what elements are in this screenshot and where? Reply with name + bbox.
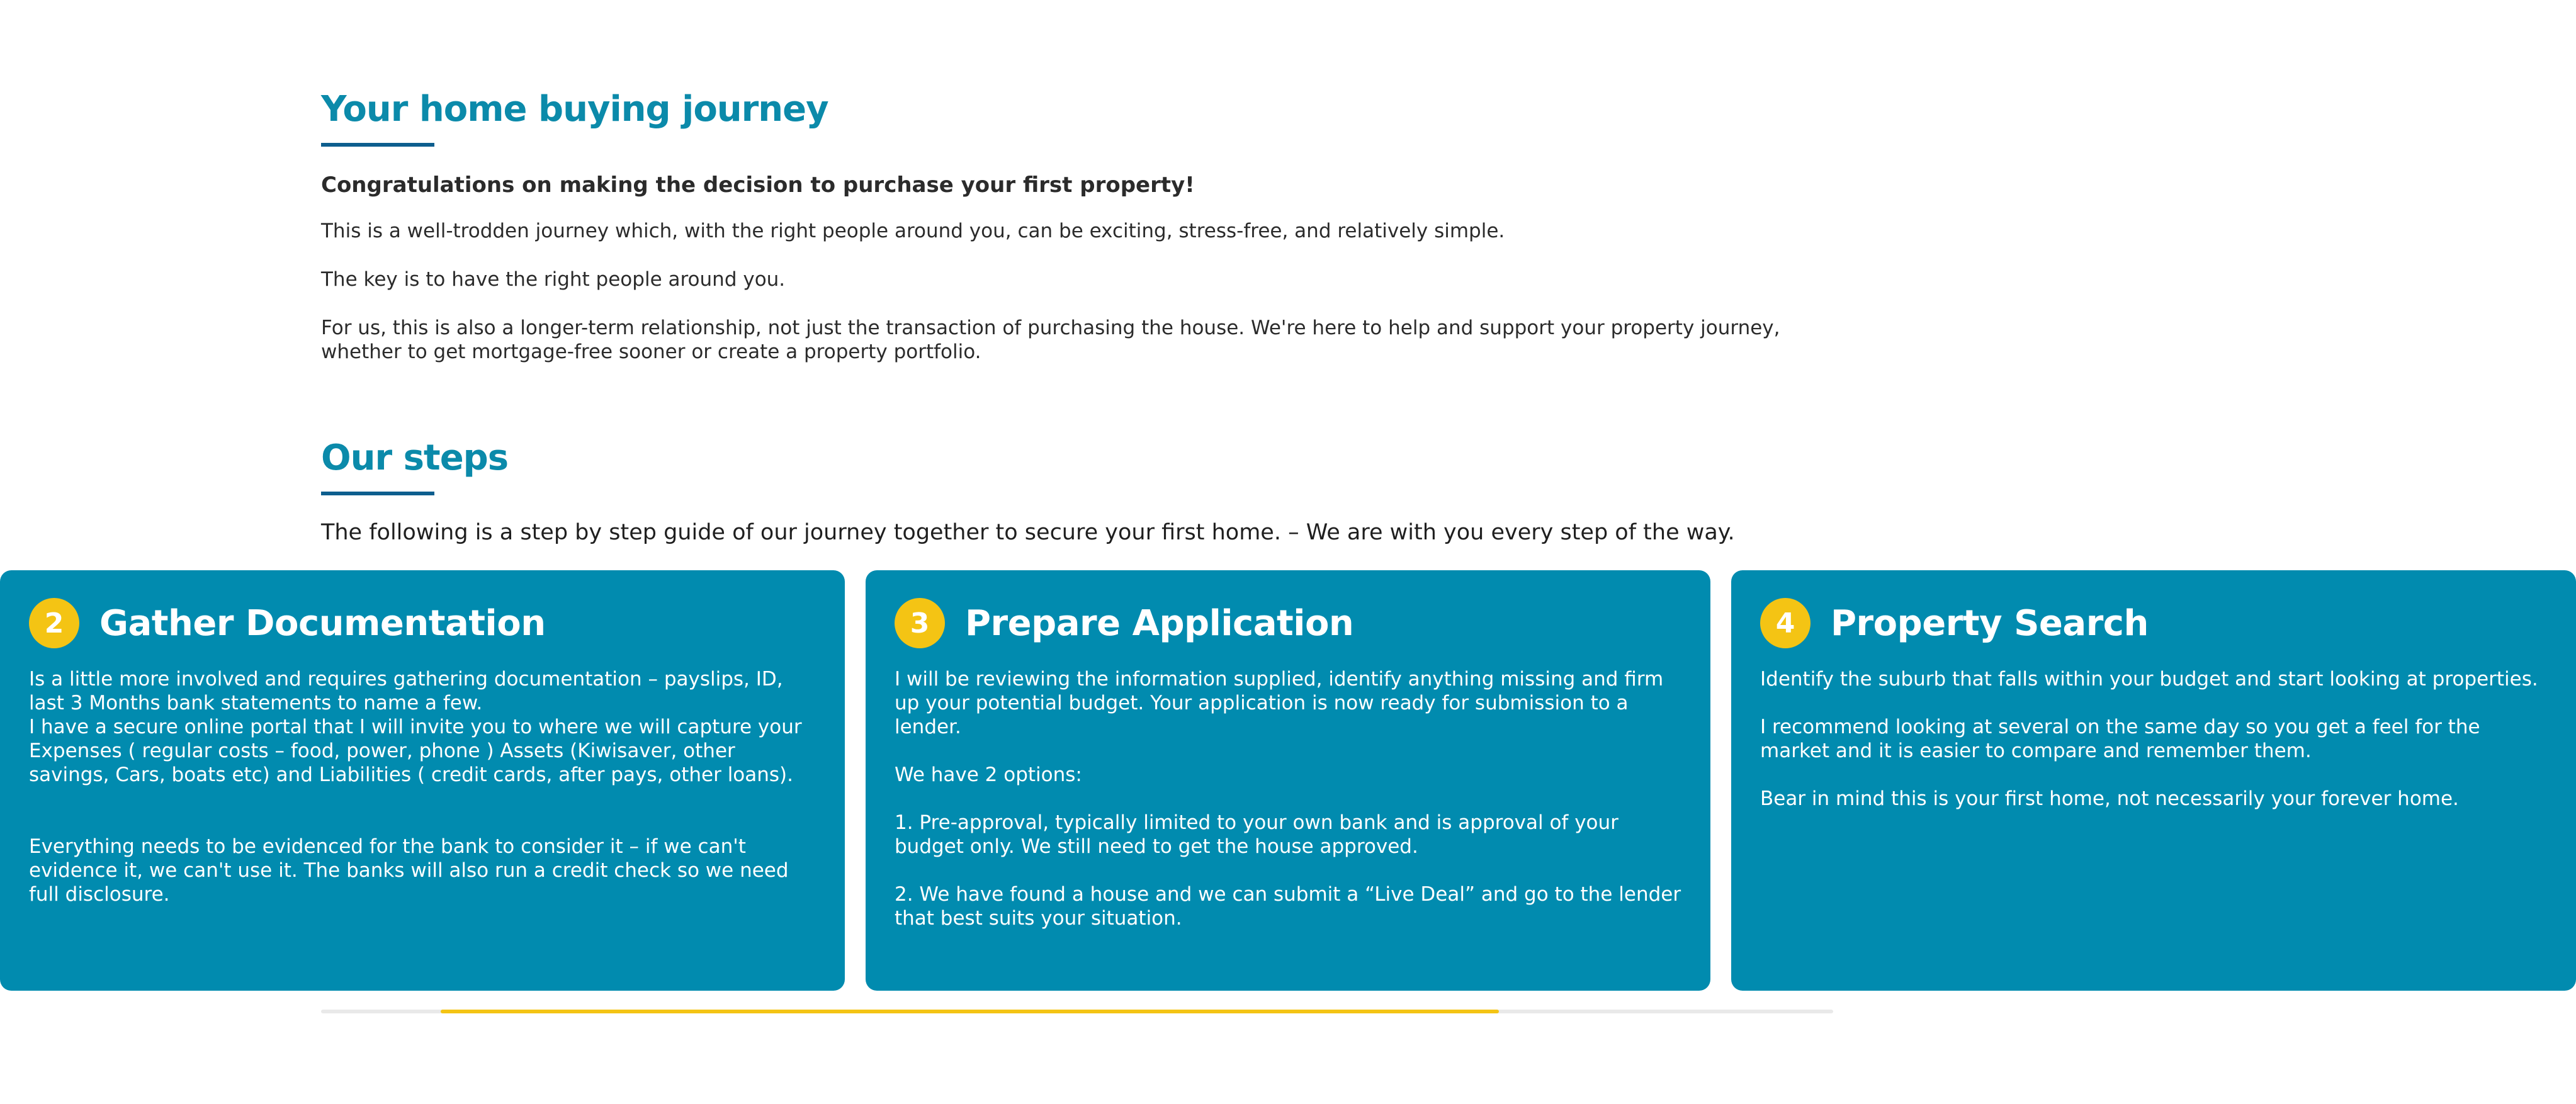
- step-card-title: Prepare Application: [965, 602, 1354, 644]
- step-number-badge: 3: [895, 598, 945, 648]
- carousel-progress-track[interactable]: [321, 1010, 1833, 1013]
- steps-title: Our steps: [321, 437, 509, 478]
- step-card-header: [29, 597, 816, 650]
- step-card-paragraph: I recommend looking at several on the same day so you get a feel for the market and it is easier to compare and remember them.: [1760, 716, 2480, 762]
- step-card-paragraph: We have 2 options:: [895, 763, 1082, 786]
- step-card-property-search[interactable]: [1731, 570, 2576, 991]
- journey-lead: Congratulations on making the decision to purchase your first property!: [321, 172, 1195, 198]
- step-card-header: [1760, 597, 2547, 650]
- journey-title-underline: [321, 143, 434, 147]
- journey-title: Your home buying journey: [321, 89, 828, 130]
- steps-carousel[interactable]: [0, 570, 2538, 991]
- step-card-paragraph: Bear in mind this is your first home, not necessarily your forever home.: [1760, 787, 2459, 810]
- journey-paragraph-2: The key is to have the right people around you.: [321, 268, 786, 291]
- step-card-prepare-application[interactable]: [866, 570, 1710, 991]
- step-card-paragraph: I will be reviewing the information supplied, identify anything missing and firm up your potential budget. Your application is now ready for submission to a lender.: [895, 668, 1664, 738]
- steps-intro: The following is a step by step guide of our journey together to secure your first home. – We are with you every step of the way.: [321, 520, 1735, 545]
- journey-paragraph-3: For us, this is also a longer-term relationship, not just the transaction of purchasing the house. We're here to help and support your property journey, whether to get mortgage-free sooner or create a property portfolio.: [321, 317, 1780, 363]
- carousel-progress-thumb[interactable]: [441, 1010, 1499, 1013]
- step-card-paragraph: Identify the suburb that falls within your budget and start looking at properties.: [1760, 668, 2538, 690]
- steps-section: [321, 437, 1833, 495]
- step-card-paragraph: Everything needs to be evidenced for the bank to consider it – if we can't evidence it, we can't use it. The banks will also run a credit check so we need full disclosure.: [29, 835, 789, 906]
- step-card-body: [1760, 667, 2547, 811]
- step-number-badge: 4: [1760, 598, 1811, 648]
- step-card-title: Gather Documentation: [99, 602, 546, 644]
- step-card-paragraph: Is a little more involved and requires gathering documentation – payslips, ID, last 3 Months bank statements to name a few. I have a secure online portal that I will invite you to where we will capture your Expenses ( regular costs – food, power, phone ) Assets (Kiwisaver, other savings, Cars, boats etc) and Liabilities ( credit cards, after pays, other loans).: [29, 668, 802, 786]
- step-card-header: [895, 597, 1681, 650]
- journey-paragraph-1: This is a well-trodden journey which, with the right people around you, can be exciting, stress-free, and relatively simple.: [321, 220, 1505, 242]
- step-card-title: Property Search: [1831, 602, 2149, 644]
- steps-title-underline: [321, 492, 434, 495]
- step-card-body: [29, 667, 816, 906]
- step-number-badge: 2: [29, 598, 79, 648]
- step-card-body: [895, 667, 1681, 930]
- step-card-gather-documentation[interactable]: [0, 570, 845, 991]
- step-card-paragraph: 2. We have found a house and we can submit a “Live Deal” and go to the lender that best suits your situation.: [895, 883, 1681, 930]
- journey-section: [321, 88, 1833, 147]
- step-card-paragraph: 1. Pre-approval, typically limited to your own bank and is approval of your budget only. We still need to get the house approved.: [895, 811, 1618, 858]
